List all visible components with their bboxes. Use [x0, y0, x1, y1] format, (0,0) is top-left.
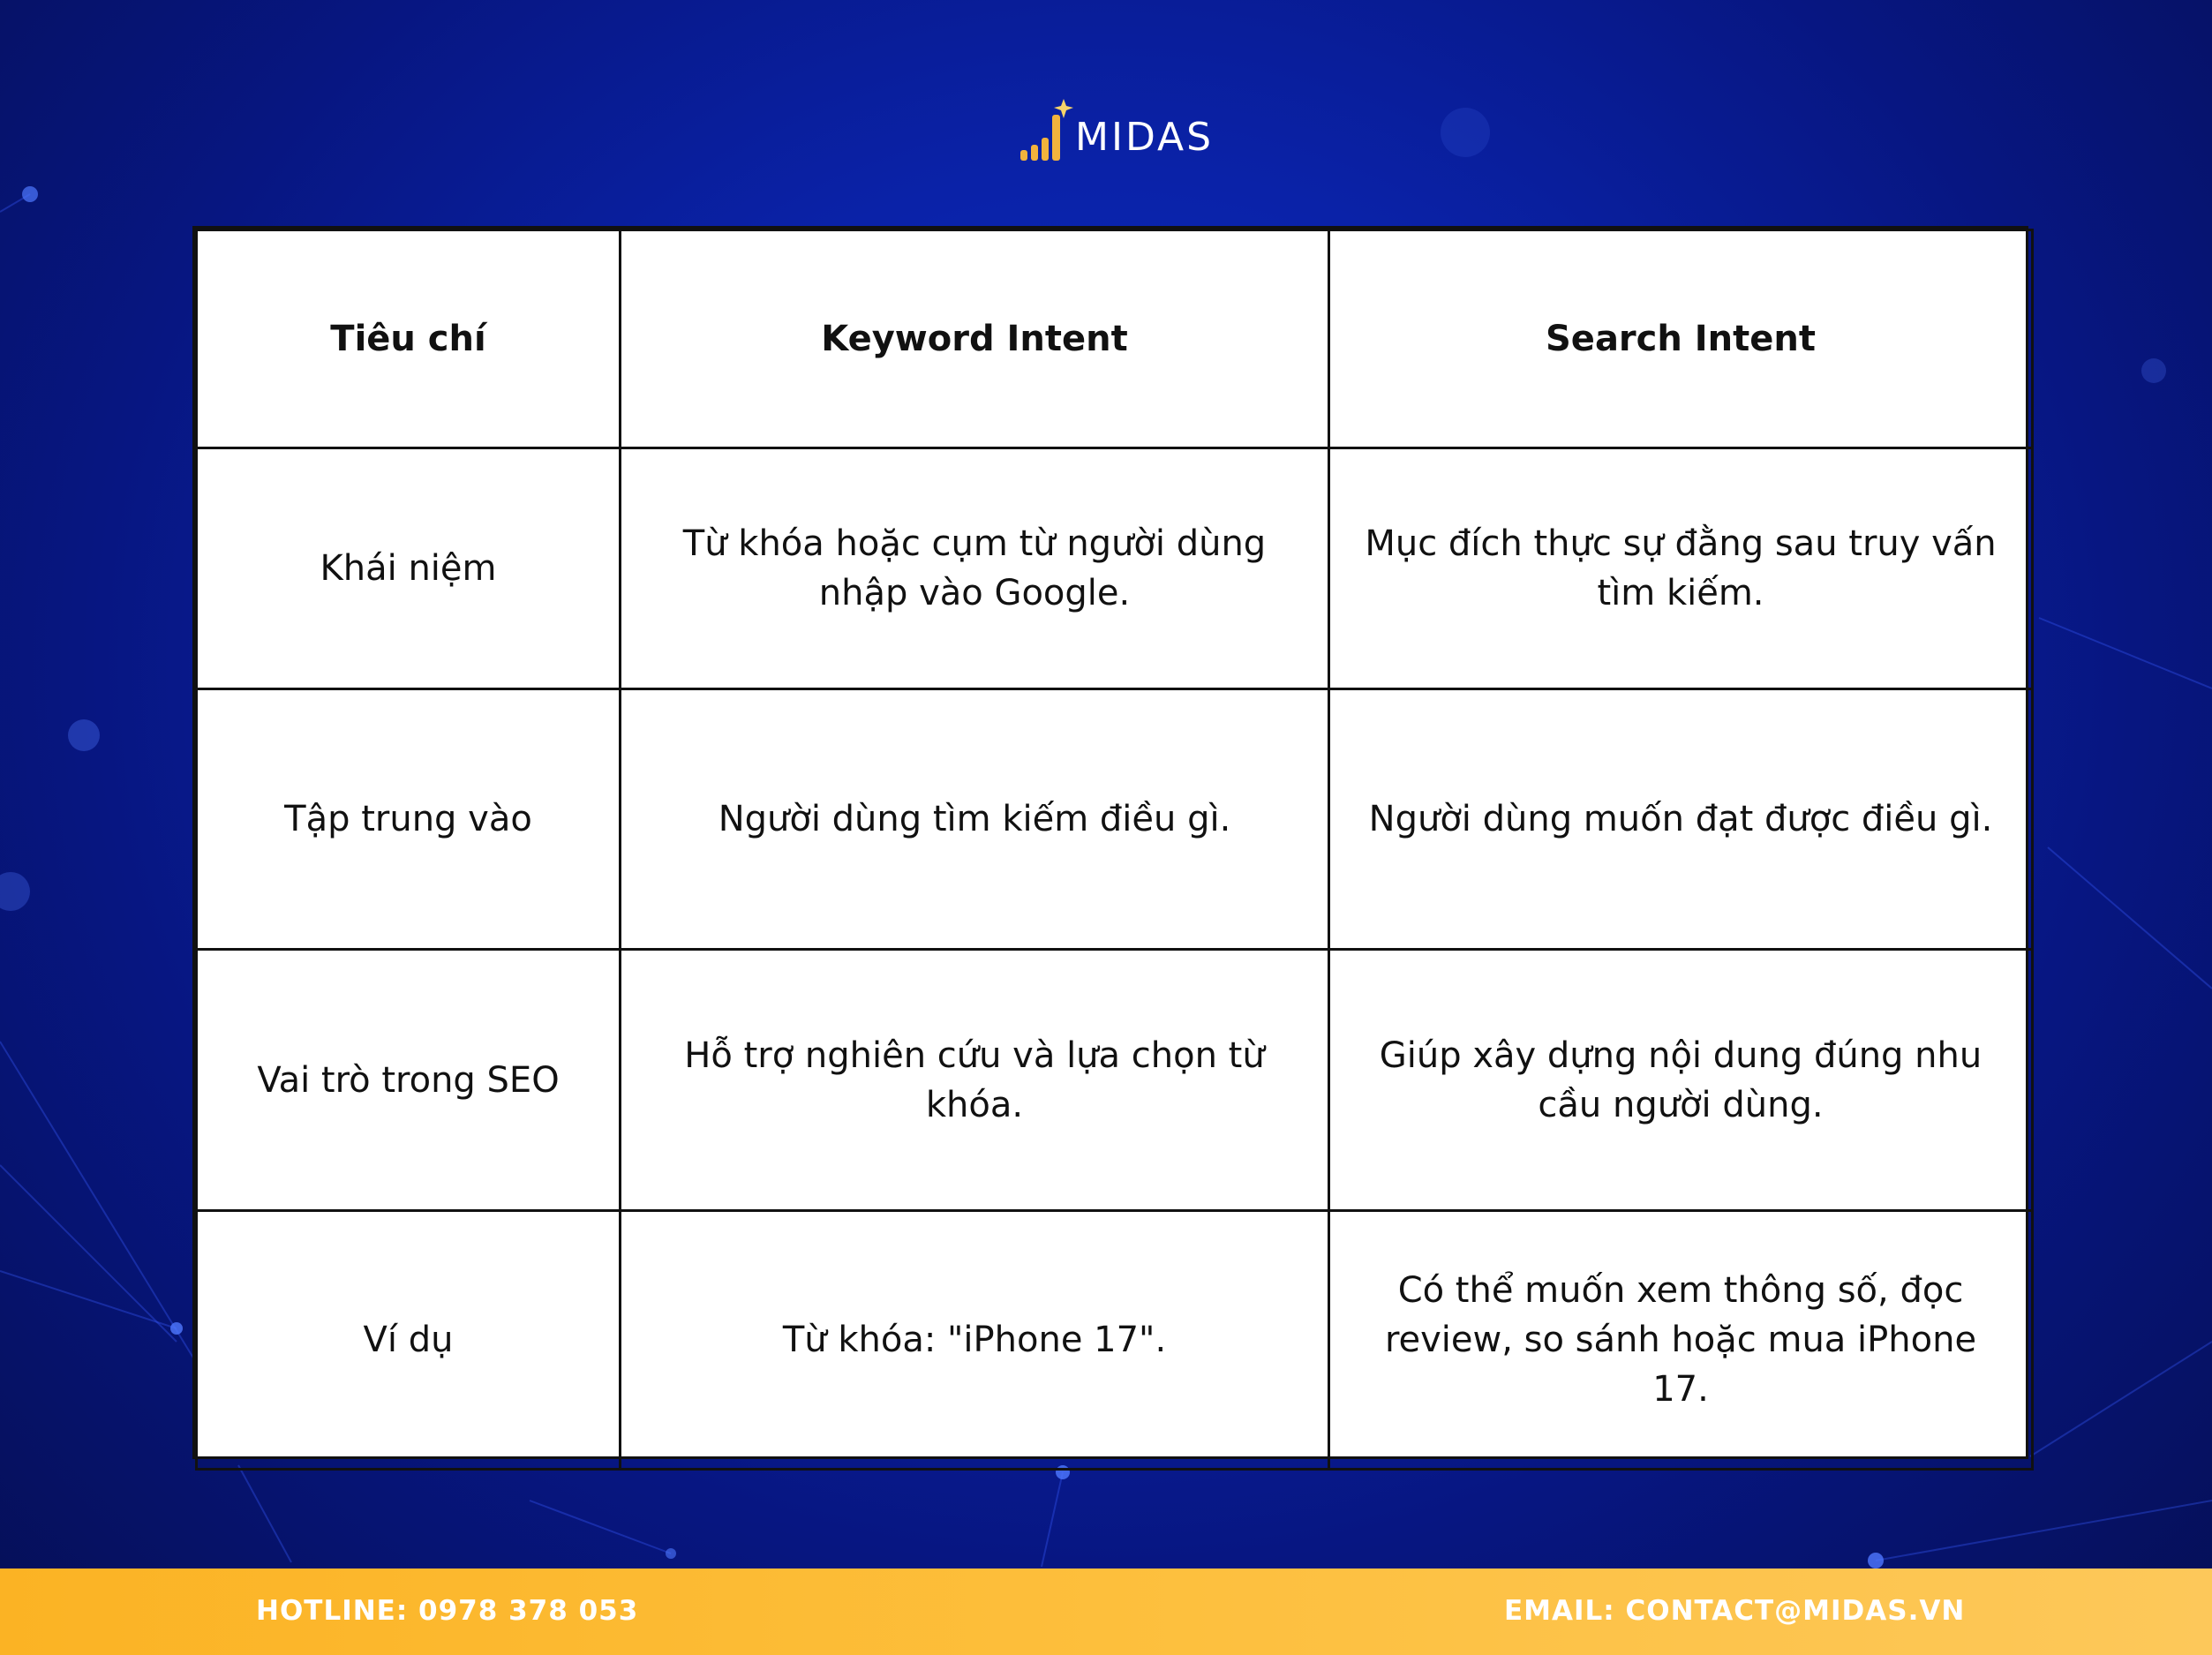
email-text: EMAIL: CONTACT@MIDAS.VN [1504, 1595, 1966, 1627]
table-cell-search-intent: Giúp xây dựng nội dung đúng nhu cầu người dùng. [1329, 950, 2033, 1211]
table-cell-search-intent: Mục đích thực sự đằng sau truy vấn tìm kiếm. [1329, 448, 2033, 689]
table-cell-keyword-intent: Từ khóa hoặc cụm từ người dùng nhập vào Google. [621, 448, 1329, 689]
table-row [197, 1211, 2033, 1470]
midas-logo [1015, 95, 1215, 166]
header-search-intent: Search Intent [1329, 230, 2033, 448]
header-keyword-intent: Keyword Intent [621, 230, 1329, 448]
brand-name: MIDAS [1075, 115, 1215, 160]
bar-chart-star-icon [1015, 95, 1075, 166]
table-header-row [197, 230, 2033, 448]
table-cell-criteria: Vai trò trong SEO [197, 950, 621, 1211]
table-cell-keyword-intent: Từ khóa: "iPhone 17". [621, 1211, 1329, 1470]
table-cell-search-intent: Người dùng muốn đạt được điều gì. [1329, 689, 2033, 950]
comparison-table [192, 226, 2028, 1459]
table-cell-keyword-intent: Hỗ trợ nghiên cứu và lựa chọn từ khóa. [621, 950, 1329, 1211]
footer-bar [0, 1568, 2212, 1655]
table-row [197, 448, 2033, 689]
table-cell-criteria: Ví dụ [197, 1211, 621, 1470]
table-row [197, 950, 2033, 1211]
table-cell-keyword-intent: Người dùng tìm kiếm điều gì. [621, 689, 1329, 950]
table-cell-search-intent: Có thể muốn xem thông số, đọc review, so sánh hoặc mua iPhone 17. [1329, 1211, 2033, 1470]
hotline-text: HOTLINE: 0978 378 053 [256, 1595, 639, 1627]
table-cell-criteria: Tập trung vào [197, 689, 621, 950]
table-cell-criteria: Khái niệm [197, 448, 621, 689]
table-row [197, 689, 2033, 950]
header-criteria: Tiêu chí [197, 230, 621, 448]
